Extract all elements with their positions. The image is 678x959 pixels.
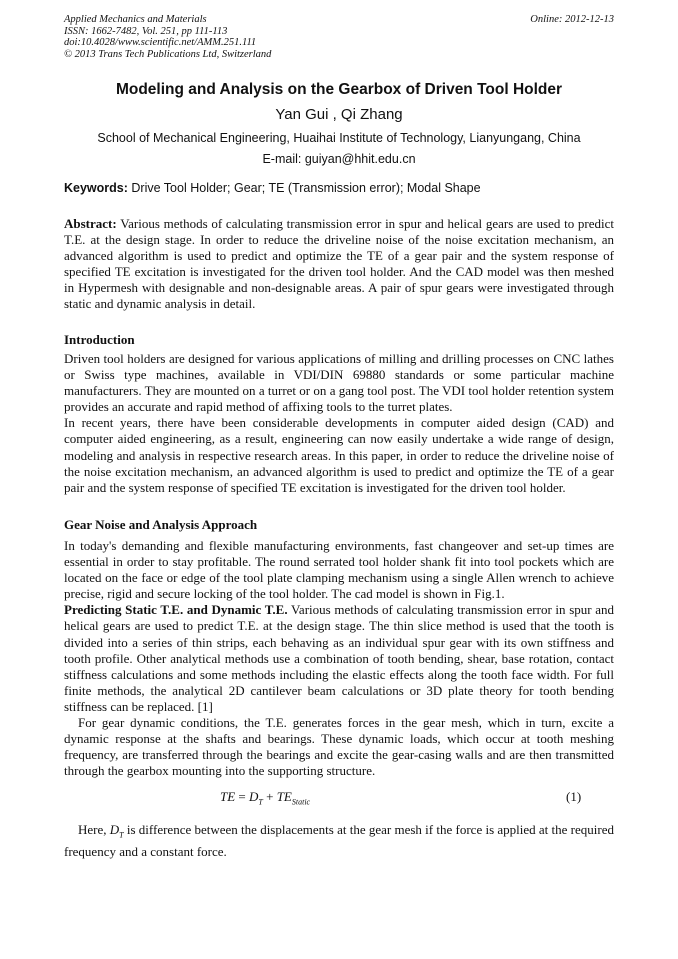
introduction-section xyxy=(64,351,614,496)
equation-plus: + xyxy=(262,789,277,804)
equation-term-te-sub: Static xyxy=(291,797,311,807)
gear-noise-section xyxy=(64,538,614,779)
affiliation: School of Mechanical Engineering, Huaihai Institute of Technology, Lianyungang, China xyxy=(97,131,581,145)
equation-term-d: D xyxy=(249,789,259,804)
introduction-paragraph-2: In recent years, there have been considerable developments in computer aided design (CAD) and computer aided engineering, as a result, engineering can now easily undertake a wide range of design, modeling and analysis in respective research areas. In this paper, in order to reduce the driveline noise of the noise excitation mechanism, an advanced algorithm is used to predict and optimize the TE of a gear pair and the system response of specified TE excitation is investigated for the driven tool holder. xyxy=(64,415,614,495)
doi-link[interactable]: doi:10.4028/www.scientific.net/AMM.251.111 xyxy=(64,37,257,48)
predicting-te-heading: Predicting Static T.E. and Dynamic T.E. xyxy=(64,602,288,618)
closing-paragraph xyxy=(64,822,614,860)
paper-title: Modeling and Analysis on the Gearbox of Driven Tool Holder xyxy=(115,81,563,98)
paper-authors: Yan Gui , Qi Zhang xyxy=(275,106,403,123)
closing-prefix: Here, xyxy=(78,822,110,837)
abstract-section xyxy=(64,216,614,313)
closing-text: is difference between the displacements at the gear mesh if the force is applied at the required frequency and a constant force. xyxy=(64,822,614,859)
closing-variable-sub: T xyxy=(119,830,124,840)
gear-noise-heading: Gear Noise and Analysis Approach xyxy=(64,517,258,532)
online-date: Online: 2012-12-13 xyxy=(530,14,614,25)
closing-variable: D xyxy=(109,822,120,837)
equation-1 xyxy=(220,789,310,807)
abstract-label: Abstract: xyxy=(64,216,117,231)
journal-name: Applied Mechanics and Materials xyxy=(64,14,207,25)
equation-term-te: TE xyxy=(276,789,292,804)
keywords-label: Keywords: xyxy=(64,181,128,195)
abstract-text: Various methods of calculating transmission error in spur and helical gears are used to predict T.E. at the design stage. In order to reduce the driveline noise of the noise excitation mechanism, an advanced algorithm is used to predict and optimize the TE of a gear pair and the system response of specified TE excitation is investigated for the driven tool holder. And the CAD model was then meshed in Hypermesh with designable and non-designable areas. A pair of spur gears were investigated through static and dynamic analysis in detail. xyxy=(64,216,615,312)
equation-term-d-sub: T xyxy=(258,797,263,807)
copyright-line: © 2013 Trans Tech Publications Ltd, Switzerland xyxy=(64,48,272,60)
equation-lhs: TE xyxy=(220,789,236,804)
gear-noise-paragraph-3: For gear dynamic conditions, the T.E. generates forces in the gear mesh, which in turn, excite a dynamic response at the shafts and bearings. These dynamic loads, which occur at tooth meshing frequency, are transferred through the bearings and excite the gear-casing walls and are then transmitted through the gearbox mounting into the supporting structure. xyxy=(64,715,614,779)
equation-number: (1) xyxy=(566,789,582,804)
equation-equals: = xyxy=(235,789,250,804)
journal-meta xyxy=(64,14,271,60)
introduction-paragraph-1: Driven tool holders are designed for various applications of milling and drilling processes on CNC lathes or Swiss type machines, available in VDI/DIN 69880 standards or some particular machine manufacturers. They are mounted on a turret or on a gang tool post. The VDI tool holder retention system provides an accurate and rapid method of affixing tools to the turret plates. xyxy=(64,351,614,415)
introduction-heading: Introduction xyxy=(64,332,135,347)
gear-noise-paragraph-2 xyxy=(64,602,614,715)
author-email[interactable]: E-mail: guiyan@hhit.edu.cn xyxy=(262,152,416,166)
keywords-line xyxy=(64,181,614,195)
keywords-text: Drive Tool Holder; Gear; TE (Transmission error); Modal Shape xyxy=(131,181,481,195)
issn-line: ISSN: 1662-7482, Vol. 251, pp 111-113 xyxy=(64,25,228,37)
gear-noise-paragraph-1: In today's demanding and flexible manufacturing environments, fast changeover and set-up times are essential in order to stay profitable. The round serrated tool holder shank fit into tool pockets which are located on the face or edge of the tool plate clamping mechanism using a single Allen wrench to achieve precise, rigid and secure locking of the tool holder. The cad model is shown in Fig.1. xyxy=(64,538,614,602)
predicting-te-text: Various methods of calculating transmission error in spur and helical gears are used to predict T.E. at the design stage. The thin slice method is used that the tooth is divided into a series of thin strips, each behaving as an individual spur gear with its own stiffness and tooth profile. Other analytical methods use a combination of tooth bending, shear, base rotation, contact stiffness calculations and some methods including the elastic effects along the tooth face width. For full finite methods, the analytical 2D cantilever beam calculations or 3D plate theory for tooth bending stiffness can be replaced. [1] xyxy=(64,602,614,714)
